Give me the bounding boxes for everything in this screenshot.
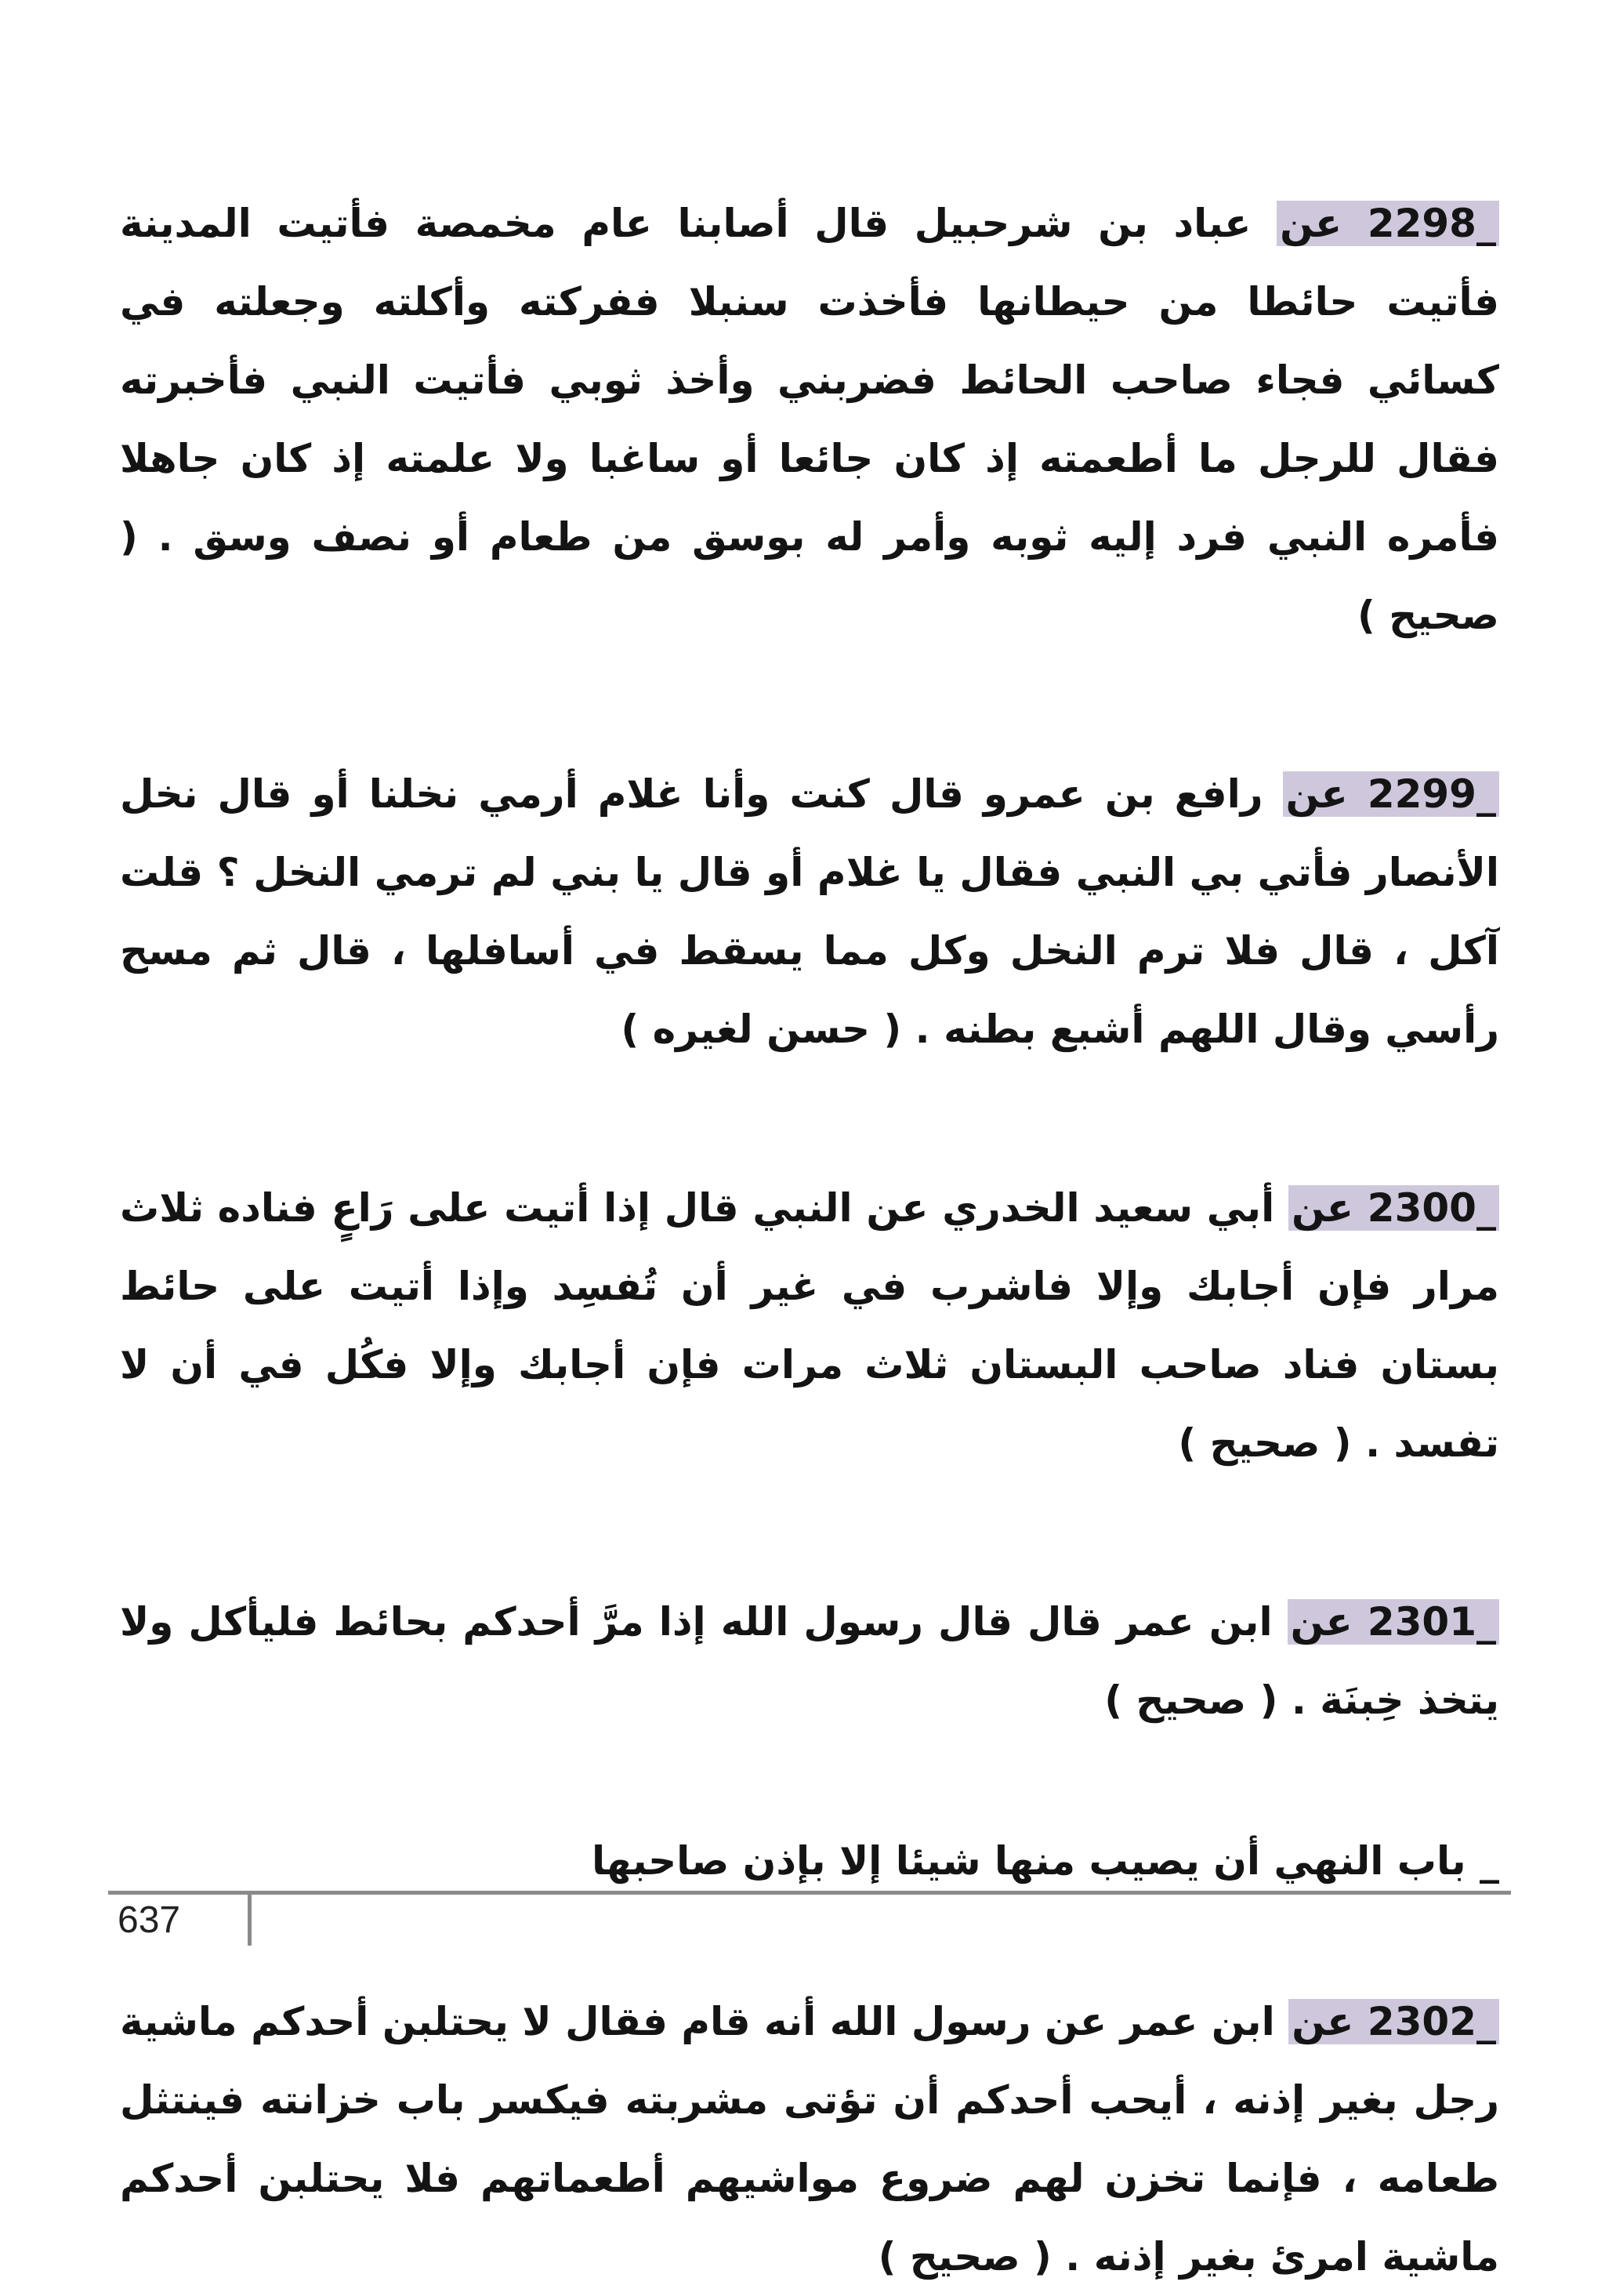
hadith-lead: عن <box>1285 771 1348 817</box>
hadith-number-highlight <box>1288 1185 1499 1231</box>
chapter-heading: _ باب النهي أن يصيب منها شيئا إلا بإذن صاحبها <box>591 1838 1499 1884</box>
page-number: 637 <box>118 1899 181 1941</box>
hadith-2299 <box>120 755 1499 1068</box>
hadith-number: 2298_ <box>1367 201 1496 246</box>
hadith-number: 2301_ <box>1367 1599 1496 1645</box>
hadith-2302 <box>120 1982 1499 2296</box>
hadith-text: أبي سعيد الخدري عن النبي قال إذا أتيت على رَاعٍ فناده ثلاث مرار فإن أجابك وإلا فاشرب في غير أن تُفسِد وإذا أتيت على حائط بستان فناد صاحب البستان ثلاث مرات فإن أجابك وإلا فكُل في أن لا تفسد . ( صحيح ) <box>120 1185 1499 1466</box>
footer-divider <box>248 1891 252 1946</box>
hadith-number-highlight <box>1288 1599 1499 1645</box>
hadith-number: 2299_ <box>1367 771 1496 817</box>
hadith-number-highlight <box>1277 201 1499 246</box>
hadith-lead: عن <box>1290 1599 1353 1645</box>
hadith-text: ابن عمر عن رسول الله أنه قام فقال لا يحتلبن أحدكم ماشية رجل بغير إذنه ، أيحب أحدكم أن تؤتى مشربته فيكسر باب خزانته فينتثل طعامه ، فإنما تخزن لهم ضروع مواشيهم أطعماتهم فلا يحتلبن أحدكم ماشية امرئ بغير إذنه . ( صحيح ) <box>120 1999 1499 2280</box>
hadith-text: رافع بن عمرو قال كنت وأنا غلام أرمي نخلنا أو قال نخل الأنصار فأتي بي النبي فقال يا غلام أو قال يا بني لم ترمي النخل ؟ قلت آكل ، قال فلا ترم النخل وكل مما يسقط في أسافلها ، قال ثم مسح رأسي وقال اللهم أشبع بطنه . ( حسن لغيره ) <box>120 771 1499 1052</box>
hadith-2298 <box>120 184 1499 655</box>
hadith-2301 <box>120 1583 1499 1739</box>
hadith-lead: عن <box>1280 201 1342 246</box>
hadith-number: 2300_ <box>1367 1185 1496 1231</box>
hadith-text: ابن عمر قال قال رسول الله إذا مرَّ أحدكم بحائط فليأكل ولا يتخذ خِبنَة . ( صحيح ) <box>120 1599 1499 1723</box>
hadith-number-highlight <box>1283 771 1499 817</box>
hadith-text: عباد بن شرحبيل قال أصابنا عام مخمصة فأتيت المدينة فأتيت حائطا من حيطانها فأخذت سنبلا ففركته وأكلته وجعلته في كسائي فجاء صاحب الحائط فضربني وأخذ ثوبي فأتيت النبي فأخبرته فقال للرجل ما أطعمته إذ كان جائعا أو ساغبا ولا علمته إذ كان جاهلا فأمره النبي فرد إليه ثوبه وأمر له بوسق من طعام أو نصف وسق . ( صحيح ) <box>120 201 1499 638</box>
page-content <box>120 184 1499 2296</box>
hadith-number: 2302_ <box>1367 1999 1496 2044</box>
hadith-lead: عن <box>1292 1999 1354 2044</box>
hadith-2300 <box>120 1169 1499 1482</box>
hadith-lead: عن <box>1291 1185 1354 1231</box>
footer-rule <box>108 1891 1511 1895</box>
hadith-number-highlight <box>1288 1999 1499 2044</box>
